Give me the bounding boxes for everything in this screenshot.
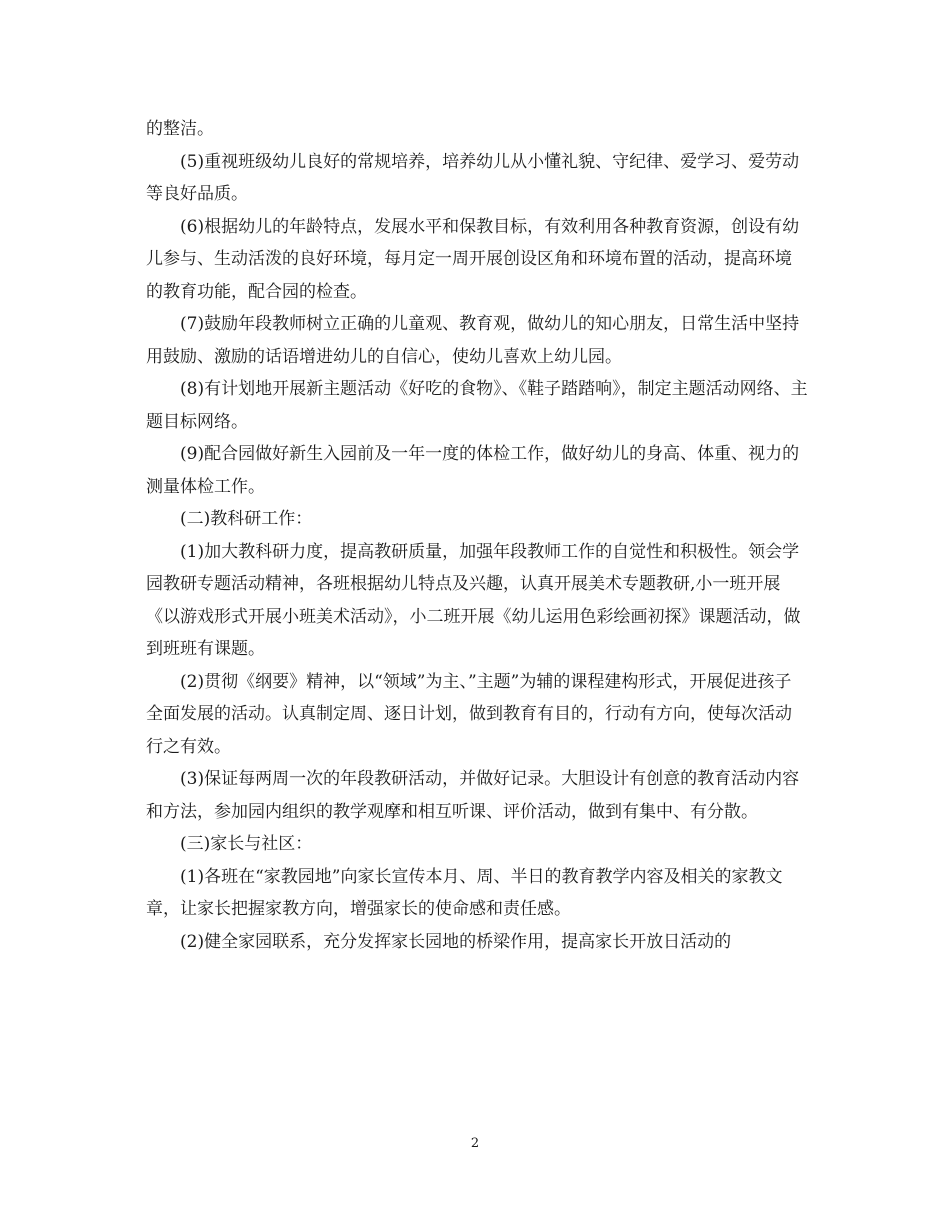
paragraph-5: (8)有计划地开展新主题活动《好吃的食物》、《鞋子踏踏响》，制定主题活动网络、主题目标网络。: [146, 379, 808, 432]
paragraph-2: (5)重视班级幼儿良好的常规培养，培养幼儿从小懂礼貌、守纪律、爱学习、爱劳动等良好品质。: [146, 151, 800, 204]
paragraph-6: (9)配合园做好新生入园前及一年一度的体检工作，做好幼儿的身高、体重、视力的测量体检工作。: [146, 444, 800, 497]
paragraph-1: 的整洁。: [146, 119, 214, 139]
paragraph-10: (1)各班在“家教园地”向家长宣传本月、周、半日的教育教学内容及相关的家教文章，让家长把握家教方向，增强家长的使命感和责任感。: [146, 866, 783, 919]
paragraph-4: (7)鼓励年段教师树立正确的儿童观、教育观，做幼儿的知心朋友，日常生活中坚持用鼓励、激励的话语增进幼儿的自信心，使幼儿喜欢上幼儿园。: [146, 314, 800, 367]
document-body: [146, 113, 808, 958]
paragraph-9: (3)保证每两周一次的年段教研活动，并做好记录。大胆设计有创意的教育活动内容和方法，参加园内组织的教学观摩和相互听课、评价活动，做到有集中、有分散。: [146, 769, 800, 822]
page-number: 2: [470, 1136, 480, 1151]
paragraph-11: (2)健全家园联系，充分发挥家长园地的桥梁作用，提高家长开放日活动的: [180, 931, 732, 952]
paragraph-3: (6)根据幼儿的年龄特点，发展水平和保教目标，有效利用各种教育资源，创设有幼儿参与、生动活泼的良好环境，每月定一周开展创设区角和环境布置的活动，提高环境的教育功能，配合园的检查。: [146, 216, 800, 302]
paragraph-8: (2)贯彻《纲要》精神，以“领域”为主、”主题”为辅的课程建构形式，开展促进孩子全面发展的活动。认真制定周、逐日计划，做到教育有目的，行动有方向，使每次活动行之有效。: [146, 671, 792, 757]
section-heading-parents: (三)家长与社区：: [180, 834, 313, 854]
section-heading-research: (二)教科研工作：: [180, 509, 313, 529]
paragraph-7: (1)加大教科研力度，提高教研质量，加强年段教师工作的自觉性和积极性。领会学园教研专题活动精神，各班根据幼儿特点及兴趣，认真开展美术专题教研,小一班开展《以游戏形式开展小班美术活动》，小二班开展《幼儿运用色彩绘画初探》课题活动，做到班班有课题。: [146, 541, 801, 659]
